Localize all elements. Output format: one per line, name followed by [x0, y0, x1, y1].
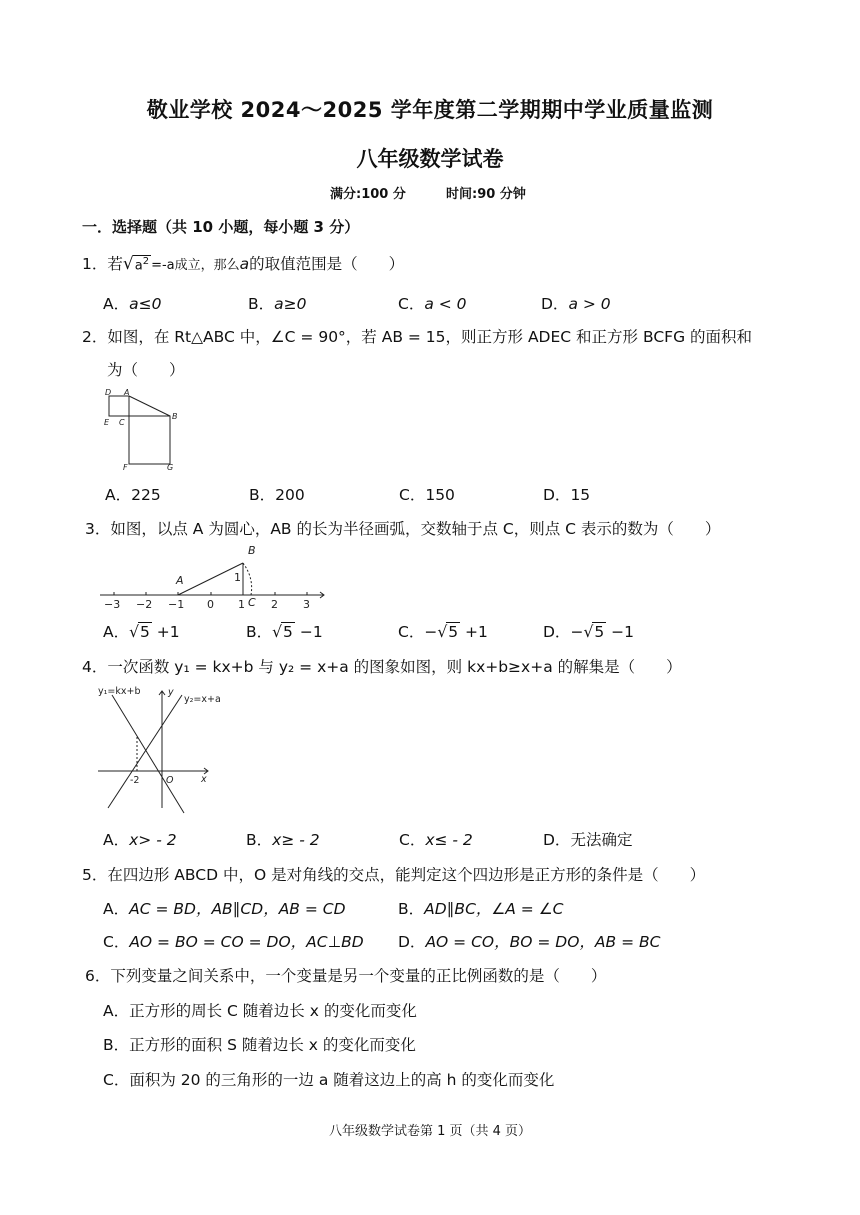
- q2-figure: [100, 385, 190, 475]
- q5-option-a[interactable]: A．AC = BD，AB∥CD，AB = CD: [103, 900, 346, 918]
- q6-option-a[interactable]: A．正方形的周长 C 随着边长 x 的变化而变化: [103, 1002, 417, 1020]
- q1-option-d[interactable]: D．a > 0: [541, 295, 611, 313]
- q1-radicand: a: [134, 258, 143, 273]
- q3-label-a: A: [176, 574, 184, 587]
- q3-arc: [243, 563, 252, 595]
- q2-label-b: B: [172, 412, 178, 421]
- q4-line-y1: [112, 695, 184, 813]
- q2-option-a[interactable]: A．225: [105, 486, 161, 504]
- q4-option-c[interactable]: C．x≤ - 2: [399, 831, 473, 849]
- q4-graph: [96, 683, 236, 818]
- q1-number: 1．: [82, 255, 108, 273]
- q1-tail: 的取值范围是（ ）: [249, 255, 405, 273]
- q2-option-b[interactable]: B．200: [249, 486, 305, 504]
- q4-label-y: y: [168, 687, 174, 698]
- q3-option-d[interactable]: D．−√5 −1: [543, 623, 634, 641]
- exam-time: 时间:90 分钟: [446, 187, 526, 202]
- question-2-line-2: 为（ ）: [107, 361, 185, 379]
- q3-tick-3: 3: [303, 598, 310, 611]
- q3-label-c: C: [248, 596, 256, 609]
- question-3: 3．如图，以点 A 为圆心，AB 的长为半径画弧，交数轴于点 C，则点 C 表示的数为（ ）: [85, 520, 721, 538]
- exam-title: 敬业学校 2024～2025 学年度第二学期期中学业质量监测: [146, 98, 714, 122]
- question-2-line-1: 2．如图，在 Rt△ABC 中，∠C = 90°，若 AB = 15，则正方形 ADEC 和正方形 BCFG 的面积和: [82, 328, 753, 346]
- question-6: 6．下列变量之间关系中，一个变量是另一个变量的正比例函数的是（ ）: [85, 967, 607, 985]
- full-score: 满分:100 分: [330, 187, 406, 202]
- q1-option-a[interactable]: A．a≤0: [103, 295, 162, 313]
- q6-option-c[interactable]: C．面积为 20 的三角形的一边 a 随着这边上的高 h 的变化而变化: [103, 1071, 555, 1089]
- q2-label-g: G: [167, 463, 174, 472]
- q2-label-f: F: [123, 463, 128, 472]
- q3-number-line: [98, 540, 328, 615]
- q3-tick-neg1: −1: [168, 598, 185, 611]
- q1-var: a: [239, 255, 250, 273]
- q4-option-b[interactable]: B．x≥ - 2: [246, 831, 320, 849]
- q1-post: =-a成立，那么: [151, 258, 240, 273]
- question-1: 1．若$√a^2 =-a$成立，那么a的取值范围是（ ）: [82, 254, 405, 274]
- q2-label-d: D: [105, 388, 112, 397]
- q4-option-d[interactable]: D．无法确定: [543, 831, 633, 849]
- q5-option-d[interactable]: D．AO = CO，BO = DO，AB = BC: [398, 933, 661, 951]
- q1-option-b[interactable]: B．a≥0: [248, 295, 307, 313]
- q2-square-bcfg: [129, 416, 170, 464]
- q4-option-a[interactable]: A．x> - 2: [103, 831, 177, 849]
- q2-hypotenuse-ab: [129, 396, 170, 416]
- section-title: 一．选择题（共 10 小题，每小题 3 分）: [82, 218, 360, 236]
- q1-pre: 若: [107, 255, 123, 273]
- q3-tick-0: 0: [207, 598, 214, 611]
- q2-label-c: C: [119, 418, 125, 427]
- q3-label-1: 1: [234, 571, 241, 584]
- q3-option-a[interactable]: A．√5 +1: [103, 623, 180, 641]
- q3-tick-neg3: −3: [104, 598, 121, 611]
- q5-option-c[interactable]: C．AO = BO = CO = DO，AC⊥BD: [103, 933, 364, 951]
- question-4: 4．一次函数 y₁ = kx+b 与 y₂ = x+a 的图象如图，则 kx+b≥x+a 的解集是（ ）: [82, 658, 682, 676]
- q1-exponent: 2: [142, 255, 150, 267]
- exam-subtitle: 八年级数学试卷: [356, 147, 504, 171]
- q4-label-o: O: [166, 775, 174, 786]
- q2-option-d[interactable]: D．15: [543, 486, 591, 504]
- q6-option-b[interactable]: B．正方形的面积 S 随着边长 x 的变化而变化: [103, 1036, 416, 1054]
- q3-label-b: B: [248, 544, 256, 557]
- q2-option-c[interactable]: C．150: [399, 486, 455, 504]
- q1-option-c[interactable]: C．a < 0: [398, 295, 467, 313]
- q3-option-c[interactable]: C．−√5 +1: [398, 623, 488, 641]
- page-footer: 八年级数学试卷第 1 页（共 4 页）: [328, 1124, 532, 1139]
- q3-tick-2: 2: [271, 598, 278, 611]
- q2-label-e: E: [104, 418, 110, 427]
- q4-label-x: x: [201, 774, 207, 785]
- q2-square-adec: [109, 396, 129, 416]
- q3-option-b[interactable]: B．√5 −1: [246, 623, 323, 641]
- q3-tick-1: 1: [238, 598, 245, 611]
- q5-option-b[interactable]: B．AD∥BC，∠A = ∠C: [398, 900, 564, 918]
- q4-label-y2: y₂=x+a: [184, 694, 221, 705]
- question-5: 5．在四边形 ABCD 中，O 是对角线的交点，能判定这个四边形是正方形的条件是（ ）: [82, 866, 706, 884]
- q3-tick-neg2: −2: [136, 598, 153, 611]
- q2-label-a: A: [124, 388, 130, 397]
- q4-label-y1: y₁=kx+b: [98, 686, 141, 697]
- q4-label-neg2: -2: [130, 775, 140, 786]
